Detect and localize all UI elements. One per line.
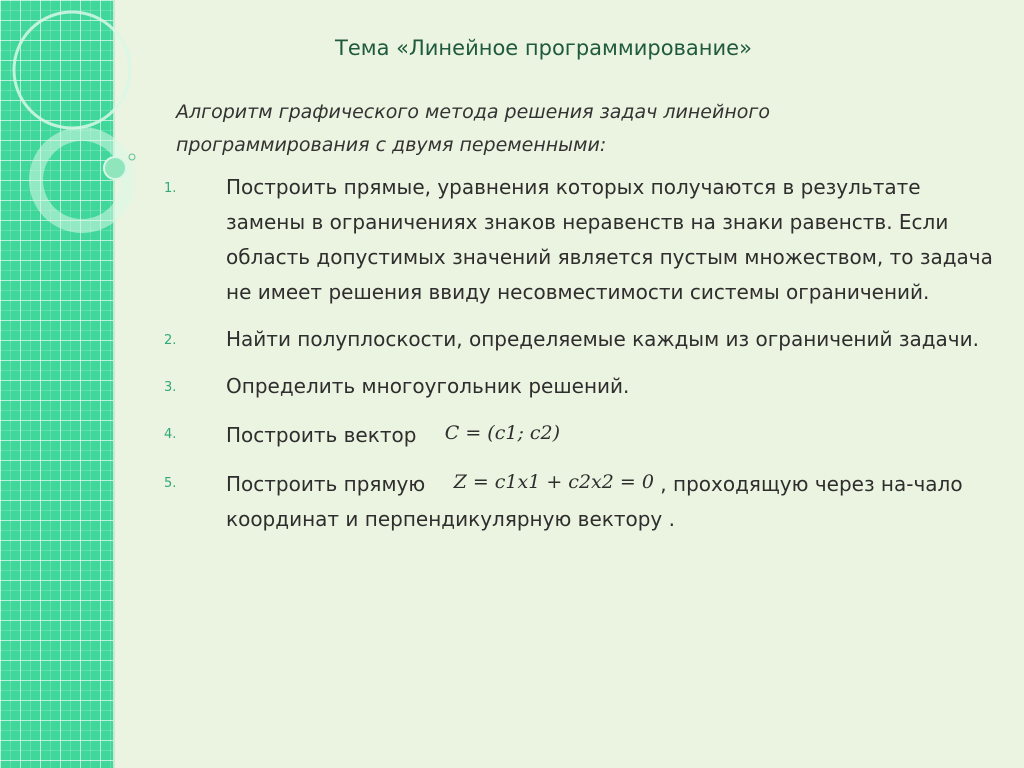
slide-subtitle: Алгоритм графического метода решения задач линейного программирования с двумя переменными:	[176, 101, 770, 156]
side-decoration-band	[0, 0, 113, 768]
list-item	[164, 170, 994, 310]
line-formula: Z = c1x1 + c2x2 = 0	[453, 471, 654, 493]
item-text: Построить прямую	[226, 472, 426, 496]
item-text: Найти полуплоскости, определяемые каждым из ограничений задачи.	[226, 327, 979, 351]
side-band-edge	[113, 0, 115, 768]
list-item	[164, 416, 994, 453]
tiny-dot	[129, 154, 135, 160]
algorithm-steps-list	[164, 170, 994, 549]
list-item	[164, 369, 994, 404]
item-text-continued: , проходящую через на-чало координат и перпендикулярную вектору .	[226, 472, 963, 531]
item-number: 2.	[164, 333, 177, 348]
slide-title: Тема «Линейное программирование»	[335, 36, 752, 60]
list-item	[164, 465, 994, 537]
item-number: 1.	[164, 181, 177, 196]
item-text: Определить многоугольник решений.	[226, 374, 630, 398]
item-text: Построить вектор	[226, 423, 417, 447]
item-text: Построить прямые, уравнения которых получаются в результате замены в ограничениях знаков неравенств на знаки равенств. Если область допустимых значений является пустым множеством, то задача не имеет решения ввиду несовместимости системы ограничений.	[226, 175, 993, 304]
item-number: 3.	[164, 380, 177, 395]
list-item	[164, 322, 994, 357]
item-number: 4.	[164, 427, 177, 442]
vector-formula: C = (c1; c2)	[444, 422, 561, 444]
item-number: 5.	[164, 476, 177, 491]
